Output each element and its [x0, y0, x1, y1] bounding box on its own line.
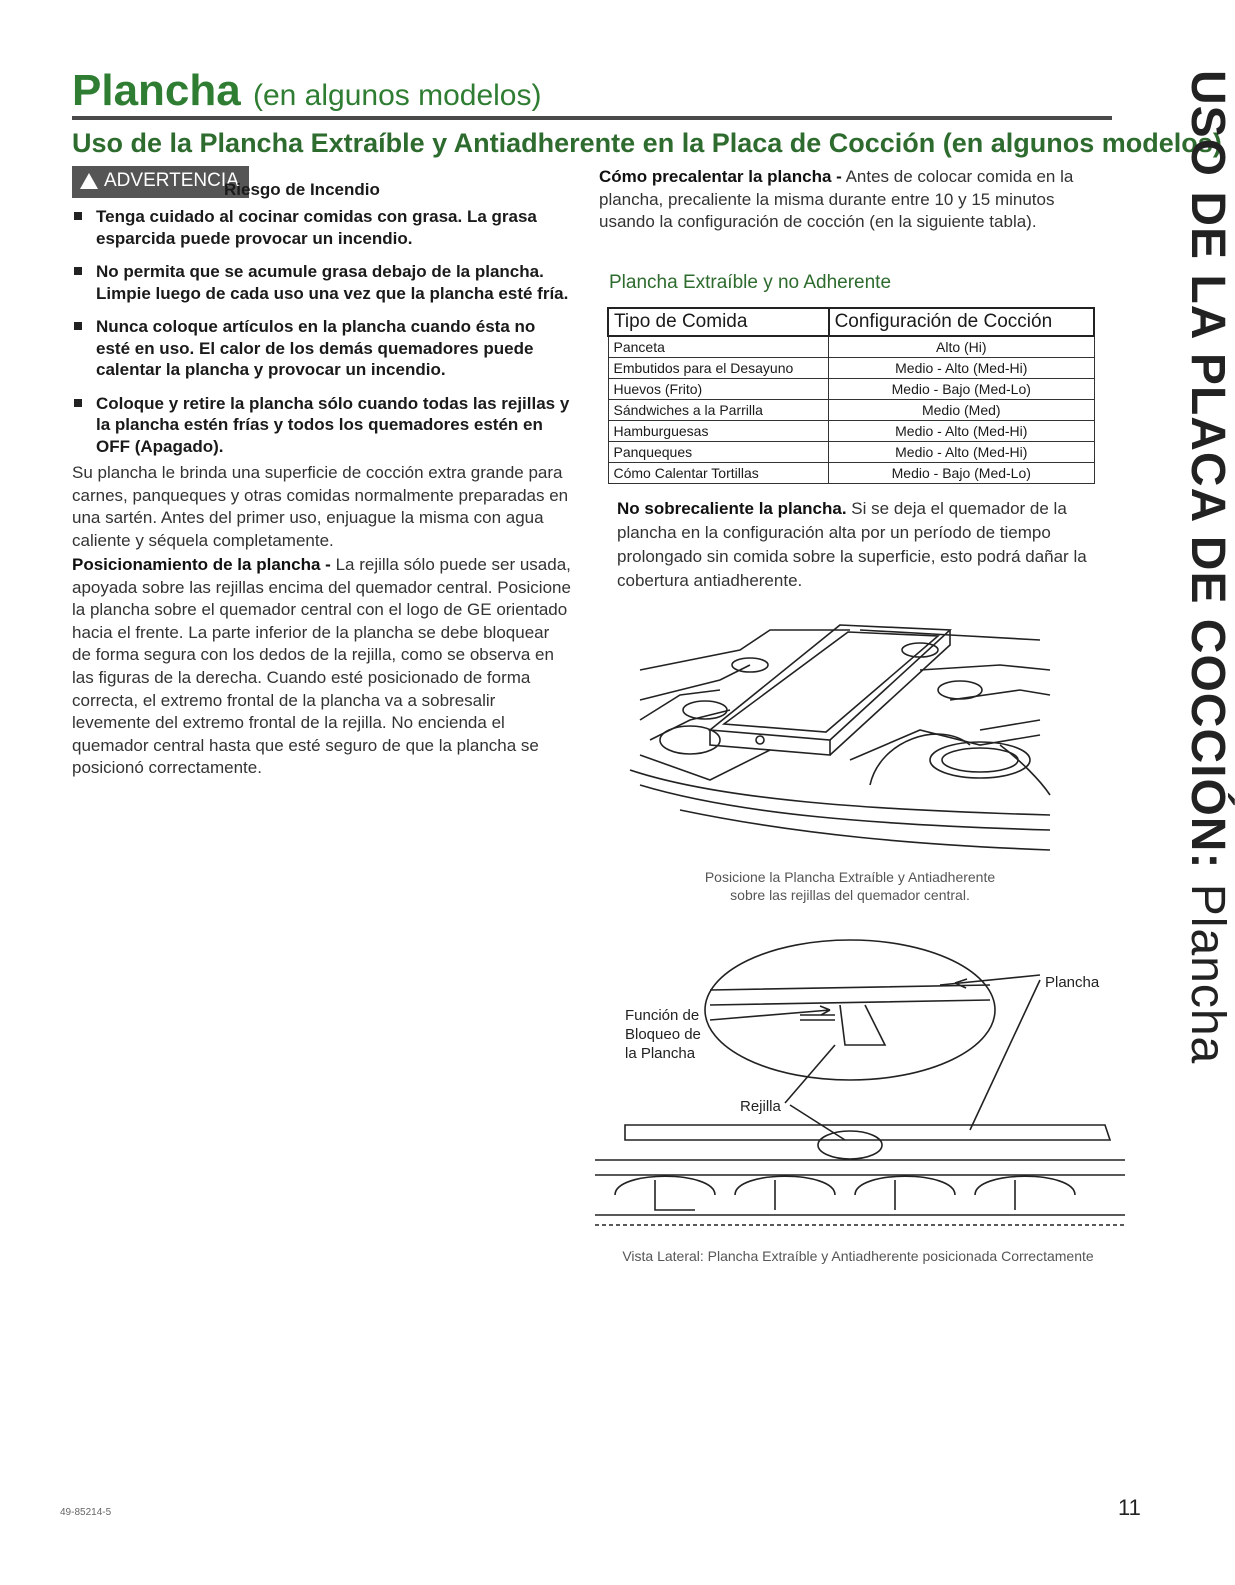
preheat-lead: Cómo precalentar la plancha - — [599, 167, 842, 186]
bullet-icon — [74, 399, 82, 407]
label-plancha: Plancha — [1045, 974, 1100, 991]
table-row: Embutidos para el Desayuno Medio - Alto (Med-Hi) — [608, 358, 1094, 379]
table-row: Cómo Calentar Tortillas Medio - Bajo (Med-Lo) — [608, 463, 1094, 484]
warning-icon — [80, 173, 98, 189]
table-row: Hamburguesas Medio - Alto (Med-Hi) — [608, 421, 1094, 442]
page-title-sub: (en algunos modelos) — [252, 79, 542, 112]
preheat-paragraph: Cómo precalentar la plancha - Antes de colocar comida en la plancha, precaliente la misma durante entre 10 y 15 minutos usando la configuración de cocción (en la siguiente tabla). — [599, 167, 1074, 232]
label-lock-3: la Plancha — [625, 1045, 696, 1062]
warning-list — [72, 206, 572, 469]
overheat-lead: No sobrecaliente la plancha. — [617, 499, 847, 518]
overheat-paragraph: No sobrecaliente la plancha. Si se deja el quemador de la plancha en la configuración alta por un período de tiempo prolongado sin comida sobre la superficie, esto podrá dañar la cobertura antiadherente. — [617, 499, 1087, 590]
document-number: 49-85214-5 — [60, 1507, 112, 1518]
label-lock-1: Función de — [625, 1007, 700, 1024]
bullet-icon — [74, 322, 82, 330]
figure2-caption: Vista Lateral: Plancha Extraíble y Antiadherente posicionada Correctamente — [622, 1248, 1094, 1264]
table-header-row — [608, 308, 1094, 336]
section-title: Uso de la Plancha Extraíble y Antiadherente en la Placa de Cocción (en algunos modelos) — [72, 128, 1222, 158]
page-title — [72, 66, 542, 121]
bullet-icon — [74, 267, 82, 275]
title-rule — [72, 116, 1112, 120]
warning-badge-text: ADVERTENCIA — [104, 170, 239, 191]
warning-badge — [72, 166, 249, 198]
table-row: Sándwiches a la Parrilla Medio (Med) — [608, 400, 1094, 421]
warning-item: Coloque y retire la plancha sólo cuando todas las rejillas y la plancha estén frías y todos los quemadores estén en OFF (Apagado). — [72, 393, 572, 458]
figure1-caption: Posicione la Plancha Extraíble y Antiadherente sobre las rejillas del quemador central. — [704, 869, 996, 903]
warning-label: Riesgo de Incendio — [224, 180, 380, 199]
page-number: 11 — [1118, 1495, 1141, 1520]
side-tab-normal: Plancha — [1181, 869, 1234, 1065]
table-row: Panqueques Medio - Alto (Med-Hi) — [608, 442, 1094, 463]
table-title: Plancha Extraíble y no Adherente — [609, 272, 892, 293]
cooking-table — [607, 307, 1095, 484]
page-title-main: Plancha — [72, 66, 241, 115]
side-tab — [1180, 70, 1235, 1064]
table-row: Huevos (Frito) Medio - Bajo (Med-Lo) — [608, 379, 1094, 400]
table-header: Tipo de Comida — [608, 308, 829, 336]
table-row: Panceta Alto (Hi) — [608, 336, 1094, 358]
label-lock-2: Bloqueo de — [625, 1026, 701, 1043]
warning-item: No permita que se acumule grasa debajo de la plancha. Limpie luego de cada uso una vez que la plancha esté fría. — [72, 261, 572, 304]
positioning-paragraph: Posicionamiento de la plancha - La rejilla sólo puede ser usada, apoyada sobre las rejillas encima del quemador central. Posicione la plancha sobre el quemador central con el logo de GE orientado hacia el frente. La parte inferior de la plancha se debe bloquear de forma segura con los dedos de la rejilla, como se observa en las figuras de la derecha. Cuando esté posicionado de forma correcta, el extremo frontal de la plancha va a sobresalir levemente del extremo frontal de la rejilla. No encienda el quemador central hasta que esté seguro de que la plancha se posicionó correctamente. — [72, 555, 571, 778]
warning-item: Tenga cuidado al cocinar comidas con grasa. La grasa esparcida puede provocar un incendio. — [72, 206, 572, 249]
bullet-icon — [74, 212, 82, 220]
intro-paragraph: Su plancha le brinda una superficie de cocción extra grande para carnes, panqueques y otras comidas normalmente preparadas en una sartén. Antes del primer uso, enjuague la misma con agua caliente y séquela completamente. — [72, 463, 569, 550]
griddle-on-cooktop-illustration — [620, 610, 1060, 860]
griddle-side-view-illustration — [595, 935, 1125, 1245]
side-tab-bold: USO DE LA PLACA DE COCCIÓN: — [1181, 70, 1234, 870]
warning-item: Nunca coloque artículos en la plancha cuando ésta no esté en uso. El calor de los demás quemadores puede calentar la plancha y provocar un incendio. — [72, 316, 572, 381]
positioning-lead: Posicionamiento de la plancha - — [72, 555, 331, 574]
table-header: Configuración de Cocción — [829, 308, 1094, 336]
label-rejilla: Rejilla — [740, 1098, 781, 1115]
